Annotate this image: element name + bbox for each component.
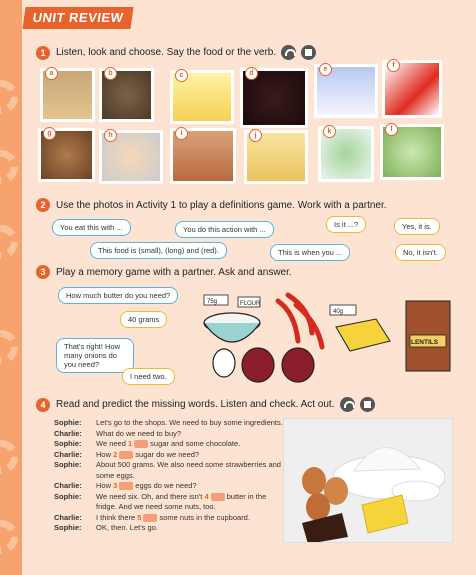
gear-icon <box>0 80 18 114</box>
activity-1-header <box>36 45 316 60</box>
unit-review-banner: UNIT REVIEW <box>22 7 133 29</box>
answer-gap <box>211 493 225 501</box>
speech-bubble: No, it isn't. <box>395 244 446 261</box>
dialogue-line: Charlie: How 3 eggs do we need? <box>54 481 197 490</box>
activity-2-header <box>36 198 387 212</box>
ingredients-illustration <box>200 283 460 393</box>
answer-gap <box>119 482 133 490</box>
activity-number: 3 <box>36 265 50 279</box>
speech-bubble: 40 grams <box>120 311 167 328</box>
egg <box>213 349 235 377</box>
dialogue-line: Sophie: We need 1 sugar and some chocolate. <box>54 439 241 448</box>
photo-eggs[interactable]: h <box>99 130 163 184</box>
dialogue <box>54 418 284 534</box>
photo-biscuits[interactable]: a <box>40 68 95 122</box>
butter-block <box>336 319 390 351</box>
gear-icon <box>0 330 18 364</box>
speech-bubble: You do this action with ... <box>175 221 274 238</box>
photo-yoghurt[interactable]: e <box>314 64 378 118</box>
activity-3-header <box>36 265 292 279</box>
photo-lentils[interactable]: b <box>99 68 154 122</box>
speech-bubble: This food is (small), (long) and (red). <box>90 242 227 259</box>
dialogue-line: Charlie: How 2 sugar do we need? <box>54 449 200 459</box>
activity-number: 4 <box>36 398 50 412</box>
flour-label: FLOUR <box>240 301 261 307</box>
photo-salad[interactable]: k <box>318 126 374 182</box>
photo-pizza[interactable]: j <box>244 130 308 184</box>
gear-icon <box>0 225 18 259</box>
dialogue-line: Sophie: OK, then. Let's go. <box>54 523 158 532</box>
gear-icon <box>0 440 18 474</box>
gear-icon <box>0 520 18 554</box>
photo-chillies[interactable]: f <box>382 60 442 118</box>
photo-raisins[interactable]: d <box>240 68 308 128</box>
speech-bubble: How much butter do you need? <box>58 287 178 304</box>
activity-number: 2 <box>36 198 50 212</box>
activity-number: 1 <box>36 46 50 60</box>
weight-label: 75g <box>207 299 218 305</box>
speech-bubble: That's right! How many onions do you need? <box>56 338 134 373</box>
speech-bubble: I need two. <box>122 368 175 385</box>
speech-bubble: Is it ...? <box>326 216 366 233</box>
photo-nuts[interactable]: g <box>38 128 95 182</box>
audio-icon[interactable] <box>281 45 296 60</box>
answer-gap <box>119 451 133 459</box>
baking-ingredients-image <box>284 419 453 543</box>
answer-gap <box>134 440 148 448</box>
activity-3-instruction: Play a memory game with a partner. Ask and answer. <box>56 266 292 278</box>
activity-2-instruction: Use the photos in Activity 1 to play a definitions game. Work with a partner. <box>56 199 387 211</box>
onion <box>242 348 274 382</box>
activity-1-instruction: Listen, look and choose. Say the food or the verb. <box>56 47 277 58</box>
book-icon[interactable] <box>360 397 375 412</box>
onion <box>282 348 314 382</box>
photo-peeling[interactable]: l <box>380 124 444 180</box>
photo-butter[interactable]: c <box>170 70 234 124</box>
sidebar-decoration <box>0 0 22 575</box>
activity-4-instruction: Read and predict the missing words. Listen and check. Act out. <box>56 399 335 410</box>
gear-icon <box>0 150 18 184</box>
speech-bubble: Yes, it is. <box>394 218 440 235</box>
activity-4-header <box>36 397 375 412</box>
dialogue-line: Charlie: What do we need to buy? <box>54 428 182 438</box>
speech-bubble: This is when you ... <box>270 244 350 261</box>
baking-ingredients-photo <box>283 418 453 543</box>
lentils-label: LENTILS <box>411 339 439 346</box>
dialogue-line: Charlie: I think there 5 some nuts in the cupboard. <box>54 512 250 522</box>
weight-label: 40g <box>333 309 344 315</box>
book-icon[interactable] <box>301 45 316 60</box>
audio-icon[interactable] <box>340 397 355 412</box>
dialogue-line: Sophie: Let's go to the shops. We need to buy some ingredients. <box>54 418 283 427</box>
dialogue-line: Sophie: About 500 grams. We also need some strawberries and some eggs. <box>54 460 281 480</box>
dialogue-line: Sophie: We need six. Oh, and there isn't 4 butter in the fridge. And we need some nuts, too. <box>54 491 267 511</box>
photo-cutting[interactable]: i <box>170 128 236 184</box>
answer-gap <box>143 514 157 522</box>
speech-bubble: You eat this with ... <box>52 219 131 236</box>
